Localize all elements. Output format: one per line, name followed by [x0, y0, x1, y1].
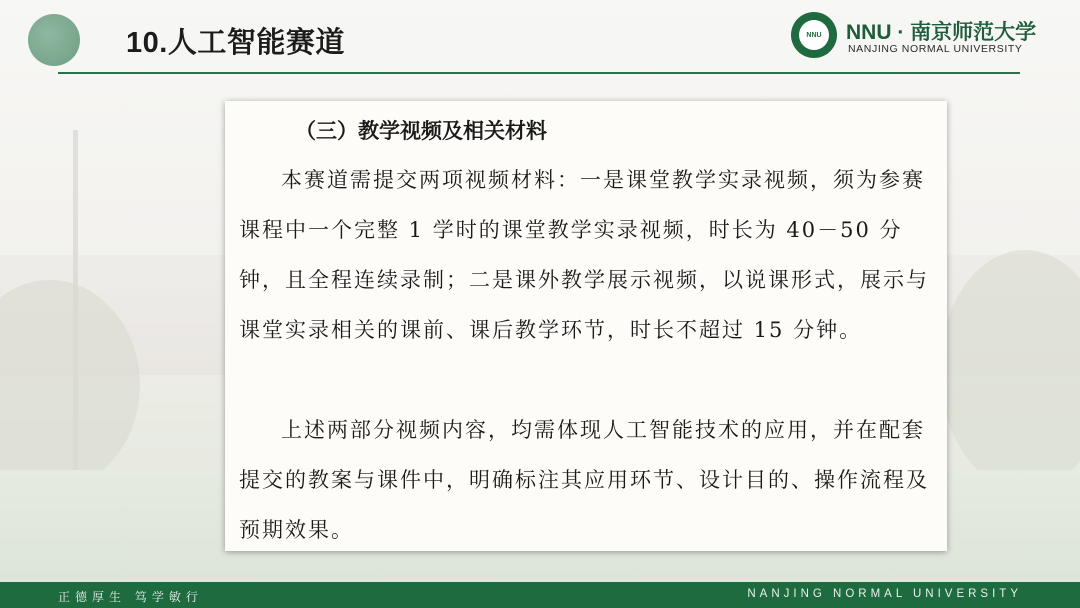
document-excerpt [225, 101, 947, 551]
seal-inner: NNU [799, 20, 829, 50]
header-decor-circle [28, 14, 80, 66]
slide-title: 10.人工智能赛道 [126, 27, 345, 59]
footer-university: NANJING NORMAL UNIVERSITY [747, 588, 1022, 600]
university-logo-english: NANJING NORMAL UNIVERSITY [848, 43, 1023, 55]
document-paragraph: 上述两部分视频内容，均需体现人工智能技术的应用，并在配套提交的教案与课件中，明确标注其应用环节、设计目的、操作流程及预期效果。 [239, 418, 929, 542]
header-divider [58, 72, 1020, 74]
university-seal-icon [791, 12, 837, 58]
footer-motto: 正德厚生 笃学敏行 [58, 590, 203, 604]
university-logo-name: NNU · 南京师范大学 [846, 21, 1037, 44]
document-paragraph: 本赛道需提交两项视频材料：一是课堂教学实录视频，须为参赛课程中一个完整 1 学时的课堂教学实录视频，时长为 40－50 分钟，且全程连续录制；二是课外教学展示视频，以说课形式，展示与课堂实录相关的课前、课后教学环节，时长不超过 15 分钟。 [239, 168, 929, 342]
document-heading: （三）教学视频及相关材料 [295, 118, 547, 143]
